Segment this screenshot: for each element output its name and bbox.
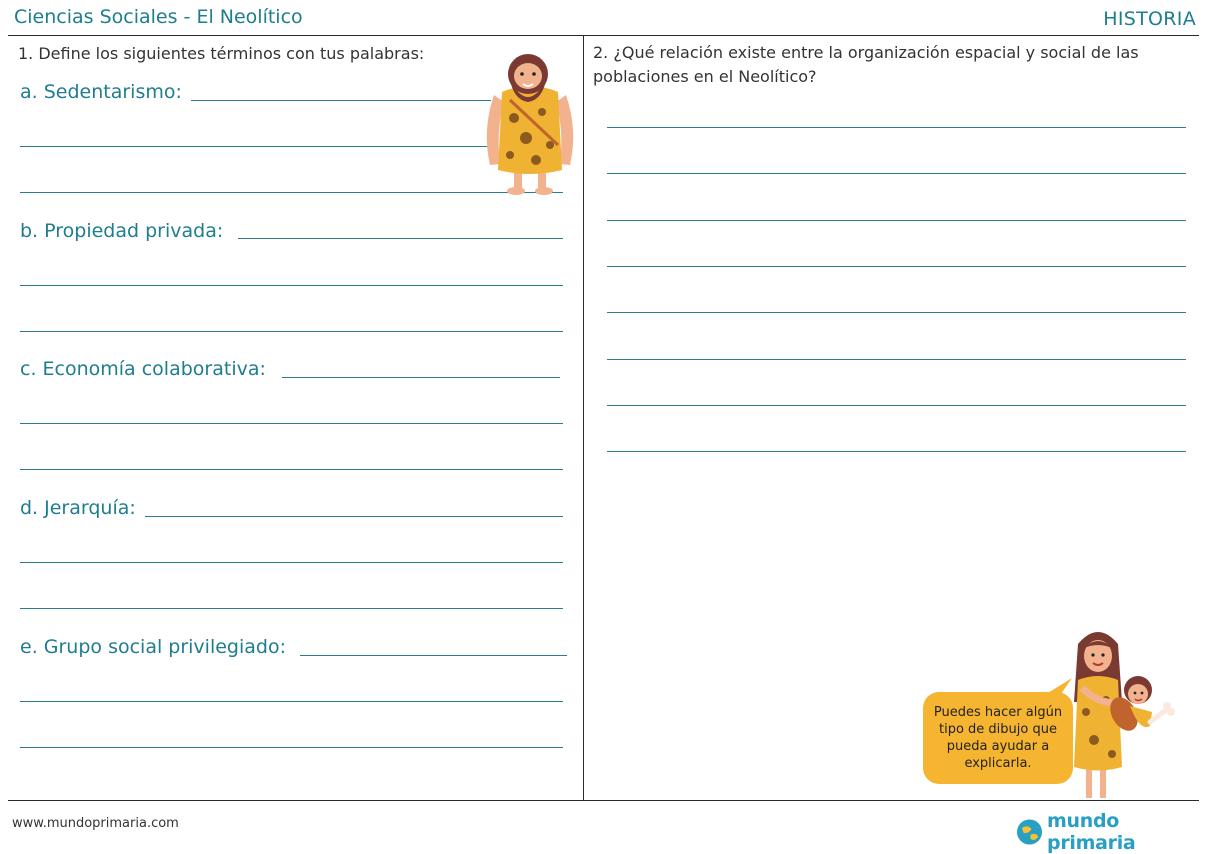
answer-line[interactable] (20, 285, 563, 286)
caveman-illustration (480, 50, 580, 195)
answer-line[interactable] (607, 127, 1186, 128)
answer-line[interactable] (20, 608, 563, 609)
tip-bubble (923, 692, 1073, 784)
term-sedentarismo: a. Sedentarismo: (20, 81, 182, 103)
tip-text: Puedes hacer algún tipo de dibujo que pueda ayudar a explicarla. (933, 705, 1063, 771)
answer-line[interactable] (300, 655, 567, 656)
cave-family-illustration (1060, 622, 1175, 802)
term-propiedad-privada: b. Propiedad privada: (20, 220, 224, 242)
term-economia-colaborativa: c. Economía colaborativa: (20, 358, 266, 380)
term-jerarquia: d. Jerarquía: (20, 497, 136, 519)
worksheet-title: Ciencias Sociales - El Neolítico (14, 6, 303, 28)
answer-line[interactable] (607, 173, 1186, 174)
answer-line[interactable] (607, 405, 1186, 406)
column-divider (583, 36, 584, 800)
answer-line[interactable] (191, 100, 491, 101)
answer-line[interactable] (20, 701, 563, 702)
answer-line[interactable] (607, 359, 1186, 360)
footer-rule (8, 800, 1199, 801)
answer-line[interactable] (282, 377, 560, 378)
answer-line[interactable] (607, 266, 1186, 267)
subject-label: HISTORIA (1103, 8, 1196, 30)
mundo-primaria-logo (1016, 810, 1208, 854)
website-url[interactable]: www.mundoprimaria.com (12, 816, 179, 831)
answer-line[interactable] (20, 331, 563, 332)
answer-line[interactable] (607, 220, 1186, 221)
answer-line[interactable] (607, 312, 1186, 313)
answer-line[interactable] (20, 747, 563, 748)
answer-line[interactable] (20, 146, 490, 147)
header-rule (8, 35, 1199, 36)
answer-line[interactable] (20, 423, 563, 424)
term-grupo-social-privilegiado: e. Grupo social privilegiado: (20, 636, 286, 658)
question-2-prompt: 2. ¿Qué relación existe entre la organización espacial y social de las poblaciones en el Neolítico? (593, 43, 1139, 86)
question-1-prompt: 1. Define los siguientes términos con tus palabras: (18, 44, 425, 63)
answer-line[interactable] (238, 238, 563, 239)
answer-line[interactable] (145, 516, 563, 517)
logo-text: mundo primaria (1047, 810, 1136, 854)
answer-line[interactable] (20, 469, 563, 470)
answer-line[interactable] (20, 562, 563, 563)
answer-line[interactable] (607, 451, 1186, 452)
globe-icon (1016, 818, 1043, 846)
